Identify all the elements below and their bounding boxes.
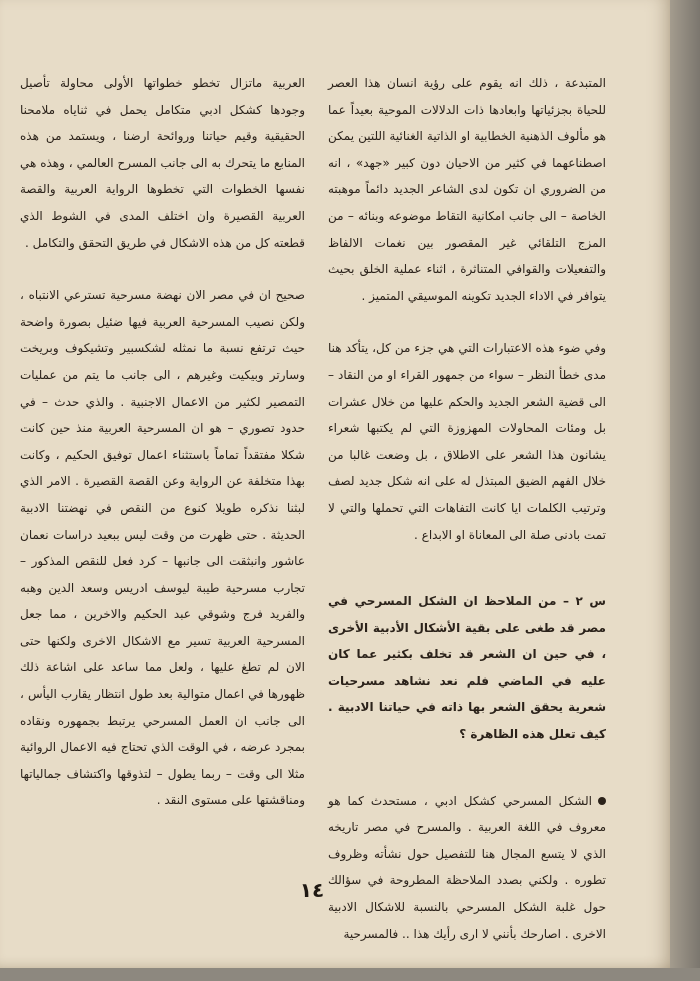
right-paragraph-2: وفي ضوء هذه الاعتبارات التي هي جزء من كل، يتأكد هنا مدى خطأ النظر – سواء من جمهور القراء او من النقاد – الى قضية الشعر الجديد والحكم عليها من خلال عشرات بل ومئات المحاولات المهزوزة التي لم يكتبها شعراء يشانون هذا الشعر على الاطلاق ، بل وضعت غالبا من خلال الفهم الضيق المبتذل له على انه شكل جديد لصف وترتيب الكلمات ايا كانت التفاهات التي تحملها والتي لا تمت بادنى صلة الى المعاناة او الابداع . — [328, 341, 606, 542]
paragraph-gap — [328, 548, 606, 588]
page-bottom-edge — [0, 968, 700, 981]
left-column — [20, 70, 305, 814]
answer-text: الشكل المسرحي كشكل ادبي ، مستحدث كما هو معروف في اللغة العربية . والمسرح في مصر تاريخه الذي لا يتسع المجال هنا للتفصيل حول نشأته وظروف تطوره . ولكني بصدد الملاحظة المطروحة في سؤالك حول غلبة الشكل المسرحي بالنسبة للاشكال الادبية الاخرى . اصارحك بأنني لا ارى رأيك هذا .. فالمسرحية — [328, 793, 606, 941]
bullet-dot-icon — [598, 797, 606, 805]
paragraph-gap — [328, 309, 606, 335]
right-paragraph-1: المتبدعة ، ذلك انه يقوم على رؤية انسان هذا العصر للحياة بجزئياتها وابعادها ذات الدلالات الموحية بعيداً عما هو مألوف الذهنية الخطابية او الذاتية الغنائية اللتين يمكن اصطناعهما في كثير من الاحيان دون كبير «جهد» ، انه من الضروري ان تكون لدى الشاعر الجديد دائماً موهبته الخاصة – الى جانب امكانية التقاط موضوعه وبنائه – من المزج التلقائي غير المقصور بين نغمات الالفاظ والتفعيلات والقوافي المتناثرة ، اثناء عملية الخلق بحيث يتوافر في الاداء الجديد تكوينه الموسيقي المتميز . — [328, 76, 606, 303]
left-paragraph-2: صحيح ان في مصر الان نهضة مسرحية تسترعي الانتباه ، ولكن نصيب المسرحية العربية فيها ضئيل بصورة واضحة حيث ترتفع نسبة ما نمثله لشكسبير وتشيكوف وبريخت وسارتر وبيكيت وغيرهم ، الى جانب ما يتم من عمليات التمصير لكثير من الاعمال الاجنبية . والذي حدث – في حدود تصوري – هو ان المسرحية العربية منذ حين كانت شكلا مفتقداً تماماً باستثناء اعمال توفيق الحكيم ، وكانت بهذا متخلفة عن الرواية وعن القصة القصيرة . الامر الذي لبثنا نذكره طويلا كنوع من النقص في نهضتنا الادبية الحديثة . حتى ظهرت من وقت ليس ببعيد دراسات نعمان عاشور وانبثقت الى جانبها – كرد فعل للنقص المذكور – تجارب مسرحية طيبة ليوسف ادريس وسعد الدين وهبه والفريد فرج وشوقي عبد الحكيم والاخرين ، مما جعل المسرحية العربية تسير مع الاشكال الاخرى ولكنها حتى الان لم تطغ عليها ، ولعل مما ساعد على اشاعة ذلك ظهورها في اعمال متوالية بعد طول انتظار يقارب اليأس ، الى جانب ان العمل المسرحي يرتبط بجمهوره ونقاده بمجرد عرضه ، في الوقت الذي تحتاج فيه الاعمال الروائية مثلا الى وقت – ربما يطول – لتذوقها واكتشاف جمالياتها ومناقشتها على مستوى النقد . — [20, 288, 305, 808]
paragraph-gap — [328, 748, 606, 788]
right-column — [328, 70, 606, 947]
answer-paragraph — [328, 788, 606, 948]
page-edge-shadow — [670, 0, 700, 981]
question-paragraph: س ٢ – من الملاحظ ان الشكل المسرحي في مصر قد طغى على بقية الأشكال الأدبية الأخرى ، في حين ان الشعر قد تخلف بكثير عما كان عليه في الماضي فلم نعد نشاهد مسرحيات شعرية يحقق الشعر بها ذاته في حياتنا الادبية . كيف تعلل هذه الظاهرة ؟ — [328, 594, 606, 742]
paragraph-gap — [20, 256, 305, 282]
left-paragraph-1: العربية ماتزال تخطو خطواتها الأولى محاولة تأصيل وجودها كشكل ادبي متكامل يحمل في ثناياه ملامحنا الحقيقية وقيم حياتنا وروائحة ارضنا ، ويستمد من هذه المنابع ما يتحرك به الى جانب المسرح العالمي ، وهذه هي نفسها الخطوات التي تخطوها الرواية العربية والقصة العربية القصيرة وان اختلف المدى في الشوط الذي قطعته كل من هذه الاشكال في طريق التحقق والتكامل . — [20, 76, 305, 250]
page-number: ١٤ — [299, 878, 325, 902]
